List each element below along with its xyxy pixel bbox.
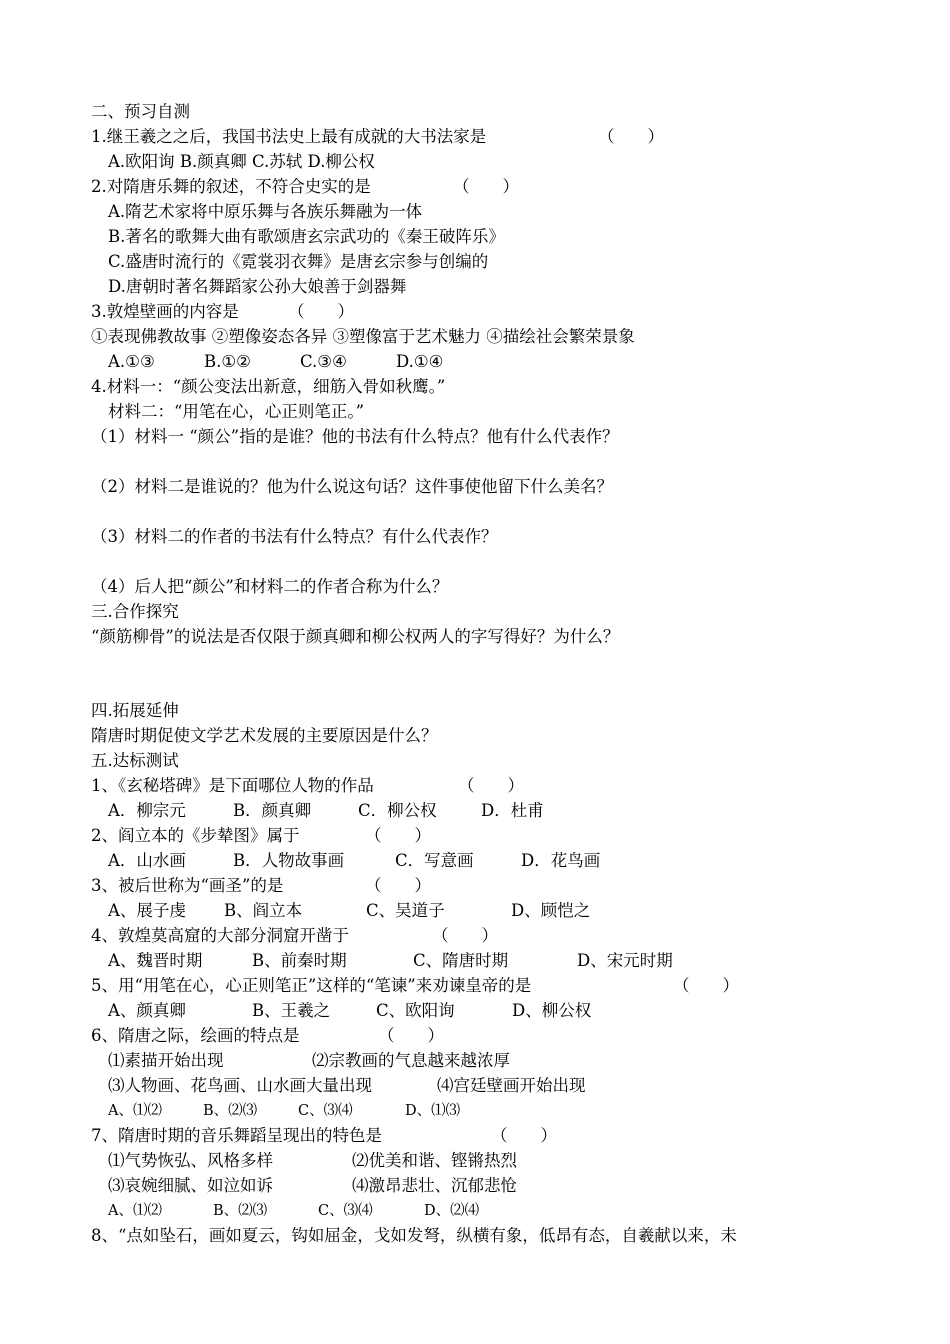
test-q2-text: 2、阎立本的《步辇图》属于 <box>91 826 300 845</box>
preview-q1-blank: （ ） <box>598 127 664 146</box>
test-q7-item4: ⑷激昂悲壮、沉郁悲怆 <box>352 1176 517 1195</box>
test-q7-option-b: B、⑵⑶ <box>213 1203 268 1219</box>
preview-q3-option-b: B.①② <box>204 352 251 371</box>
test-q6-item1: ⑴素描开始出现 <box>108 1051 224 1070</box>
test-q7-option-a: A、⑴⑵ <box>108 1203 162 1219</box>
preview-q4-sub1: （1）材料一 “颜公”指的是谁？他的书法有什么特点？他有什么代表作？ <box>91 427 619 446</box>
test-q8-text: 8、“点如坠石，画如夏云，钩如屈金，戈如发弩，纵横有象，低昂有态，自羲献以来，未 <box>91 1226 737 1245</box>
test-q6-option-c: C、⑶⑷ <box>298 1103 353 1119</box>
preview-q2-option-d: D.唐朝时著名舞蹈家公孙大娘善于剑器舞 <box>108 277 407 296</box>
test-q4-text: 4、敦煌莫高窟的大部分洞窟开凿于 <box>91 926 349 945</box>
cooperation-question: “颜筋柳骨”的说法是否仅限于颜真卿和柳公权两人的字写得好？为什么？ <box>91 627 620 646</box>
preview-q4-sub4: （4）后人把“颜公”和材料二的作者合称为什么？ <box>91 577 449 596</box>
test-q5-blank: （ ） <box>673 976 739 995</box>
test-q4-option-a: A、魏晋时期 <box>108 951 203 970</box>
test-q5-option-c: C、欧阳询 <box>376 1001 455 1020</box>
preview-q4-material1: 4.材料一：“颜公变法出新意，细筋入骨如秋鹰。” <box>91 377 446 396</box>
test-q7-blank: （ ） <box>491 1126 557 1145</box>
test-q1-option-d: D．杜甫 <box>481 801 544 820</box>
test-q6-item4: ⑷宫廷壁画开始出现 <box>437 1076 586 1095</box>
preview-q1-text: 1.继王羲之之后，我国书法史上最有成就的大书法家是 <box>91 127 487 146</box>
test-q5-text: 5、用“用笔在心，心正则笔正”这样的“笔谏”来劝谏皇帝的是 <box>91 976 532 995</box>
test-q2-option-a: A．山水画 <box>108 851 186 870</box>
section-heading-cooperation: 三.合作探究 <box>91 602 179 621</box>
section-heading-test: 五.达标测试 <box>91 751 179 770</box>
section-heading-extension: 四.拓展延伸 <box>91 701 179 720</box>
preview-q4-material2: 材料二：“用笔在心，心正则笔正。” <box>108 402 365 421</box>
test-q4-option-d: D、宋元时期 <box>577 951 673 970</box>
preview-q2-option-a: A.隋艺术家将中原乐舞与各族乐舞融为一体 <box>108 202 423 221</box>
preview-q3-items: ①表现佛教故事 ②塑像姿态各异 ③塑像富于艺术魅力 ④描绘社会繁荣景象 <box>91 327 635 346</box>
preview-q3-option-a: A.①③ <box>108 352 155 371</box>
test-q5-option-a: A、颜真卿 <box>108 1001 186 1020</box>
test-q1-blank: （ ） <box>458 776 524 795</box>
test-q2-option-b: B．人物故事画 <box>233 851 345 870</box>
test-q7-option-c: C、⑶⑷ <box>318 1203 373 1219</box>
test-q1-option-b: B．颜真卿 <box>233 801 312 820</box>
test-q6-blank: （ ） <box>378 1026 444 1045</box>
preview-q3-option-d: D.①④ <box>396 352 444 371</box>
test-q6-option-d: D、⑴⑶ <box>405 1103 461 1119</box>
preview-q3-blank: （ ） <box>288 302 354 321</box>
test-q1-option-c: C．柳公权 <box>358 801 437 820</box>
section-heading-preview: 二、预习自测 <box>91 102 190 121</box>
test-q7-option-d: D、⑵⑷ <box>424 1203 480 1219</box>
test-q6-option-b: B、⑵⑶ <box>203 1103 258 1119</box>
test-q6-text: 6、隋唐之际，绘画的特点是 <box>91 1026 300 1045</box>
test-q4-option-b: B、前秦时期 <box>252 951 347 970</box>
preview-q2-option-c: C.盛唐时流行的《霓裳羽衣舞》是唐玄宗参与创编的 <box>108 252 489 271</box>
test-q3-blank: （ ） <box>365 876 431 895</box>
preview-q4-sub3: （3）材料二的作者的书法有什么特点？有什么代表作？ <box>91 527 498 546</box>
preview-q3-text: 3.敦煌壁画的内容是 <box>91 302 239 321</box>
test-q7-item2: ⑵优美和谐、铿锵热烈 <box>352 1151 517 1170</box>
preview-q3-option-c: C.③④ <box>300 352 347 371</box>
preview-q2-option-b: B.著名的歌舞大曲有歌颂唐玄宗武功的《秦王破阵乐》 <box>108 227 505 246</box>
test-q3-option-a: A、展子虔 <box>108 901 186 920</box>
test-q4-blank: （ ） <box>432 926 498 945</box>
test-q6-item3: ⑶人物画、花鸟画、山水画大量出现 <box>108 1076 372 1095</box>
test-q1-text: 1、《玄秘塔碑》是下面哪位人物的作品 <box>91 776 374 795</box>
test-q4-option-c: C、隋唐时期 <box>413 951 509 970</box>
test-q2-blank: （ ） <box>365 826 431 845</box>
test-q6-item2: ⑵宗教画的气息越来越浓厚 <box>312 1051 510 1070</box>
test-q3-option-d: D、顾恺之 <box>511 901 591 920</box>
test-q5-option-b: B、王羲之 <box>252 1001 331 1020</box>
test-q3-option-c: C、吴道子 <box>366 901 445 920</box>
preview-q2-blank: （ ） <box>453 177 519 196</box>
test-q7-text: 7、隋唐时期的音乐舞蹈呈现出的特色是 <box>91 1126 382 1145</box>
test-q7-item3: ⑶哀婉细腻、如泣如诉 <box>108 1176 273 1195</box>
test-q6-option-a: A、⑴⑵ <box>108 1103 162 1119</box>
test-q2-option-c: C．写意画 <box>395 851 474 870</box>
test-q1-option-a: A．柳宗元 <box>108 801 186 820</box>
preview-q2-text: 2.对隋唐乐舞的叙述，不符合史实的是 <box>91 177 371 196</box>
test-q7-item1: ⑴气势恢弘、风格多样 <box>108 1151 273 1170</box>
test-q3-text: 3、被后世称为“画圣”的是 <box>91 876 284 895</box>
test-q2-option-d: D．花鸟画 <box>521 851 601 870</box>
test-q5-option-d: D、柳公权 <box>512 1001 592 1020</box>
preview-q4-sub2: （2）材料二是谁说的？他为什么说这句话？这件事使他留下什么美名？ <box>91 477 613 496</box>
preview-q1-options: A.欧阳询 B.颜真卿 C.苏轼 D.柳公权 <box>108 152 375 171</box>
test-q3-option-b: B、阎立本 <box>224 901 303 920</box>
extension-question: 隋唐时期促使文学艺术发展的主要原因是什么？ <box>91 726 438 745</box>
